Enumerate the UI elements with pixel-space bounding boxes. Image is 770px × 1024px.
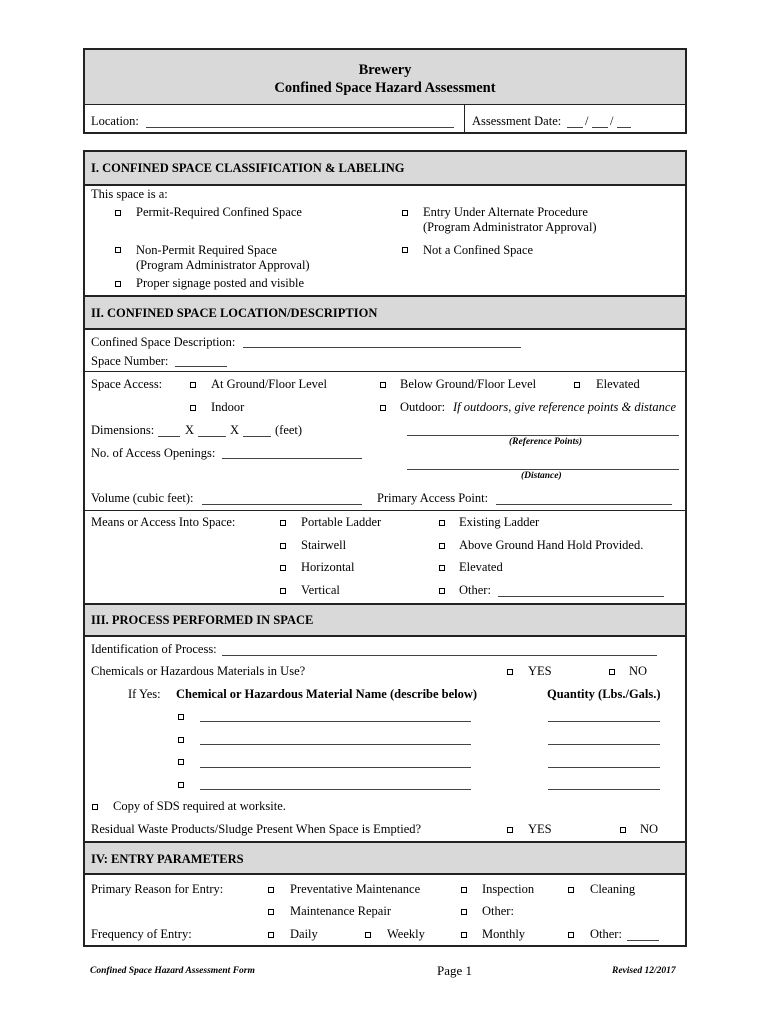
maintenance-repair-checkbox[interactable] [268,909,274,915]
residual-no-label: NO [640,822,659,836]
reason-other-label: Other: [482,904,514,918]
divider [85,328,685,330]
chemical-row-checkbox[interactable] [178,714,184,720]
volume-field[interactable] [202,504,362,505]
portable-ladder-label: Portable Ladder [301,515,382,529]
form-title-1: Brewery [358,62,412,78]
chemical-quantity-field[interactable] [548,767,660,768]
chemical-name-field[interactable] [200,744,471,745]
space-number-field[interactable] [175,366,227,367]
alternate-procedure-sublabel: (Program Administrator Approval) [423,220,597,234]
divider [85,104,685,105]
date-day-field[interactable] [592,127,608,128]
access-ground-label: At Ground/Floor Level [211,377,327,391]
divider [85,371,685,372]
stairwell-label: Stairwell [301,538,347,552]
chemical-name-field[interactable] [200,721,471,722]
space-is-label: This space is a: [91,187,168,201]
permit-required-label: Permit-Required Confined Space [136,205,302,219]
existing-ladder-checkbox[interactable] [439,520,445,526]
non-permit-sublabel: (Program Administrator Approval) [136,258,310,272]
chemical-row-checkbox[interactable] [178,759,184,765]
volume-label: Volume (cubic feet): [91,491,194,505]
divider [85,873,685,875]
means-other-label: Other: [459,583,491,597]
residual-yes-checkbox[interactable] [507,827,513,833]
distance-field[interactable] [407,469,679,470]
means-elevated-checkbox[interactable] [439,565,445,571]
hand-hold-label: Above Ground Hand Hold Provided. [459,538,644,552]
location-label: Location: [91,114,139,128]
frequency-other-field[interactable] [627,940,659,941]
vertical-checkbox[interactable] [280,588,286,594]
space-description-label: Confined Space Description: [91,335,236,349]
process-identification-field[interactable] [222,655,657,656]
access-indoor-checkbox[interactable] [190,405,196,411]
cleaning-label: Cleaning [590,882,636,896]
dimension-x: X [230,423,240,437]
frequency-other-label: Other: [590,927,622,941]
dimension-width-field[interactable] [198,436,226,437]
not-confined-checkbox[interactable] [402,247,408,253]
chemical-quantity-field[interactable] [548,789,660,790]
chemicals-no-checkbox[interactable] [609,669,615,675]
space-access-label: Space Access: [91,377,163,391]
monthly-checkbox[interactable] [461,932,467,938]
signage-label: Proper signage posted and visible [136,276,305,290]
weekly-checkbox[interactable] [365,932,371,938]
date-separator: / [610,114,614,128]
non-permit-checkbox[interactable] [115,247,121,253]
existing-ladder-label: Existing Ladder [459,515,540,529]
access-below-label: Below Ground/Floor Level [400,377,537,391]
access-indoor-label: Indoor [211,400,245,414]
section-2-title: II. CONFINED SPACE LOCATION/DESCRIPTION [91,306,378,320]
location-field[interactable] [146,127,454,128]
date-year-field[interactable] [617,127,631,128]
access-outdoor-label: Outdoor: [400,400,446,414]
weekly-label: Weekly [387,927,425,941]
residual-yes-label: YES [528,822,552,836]
footer-form-name: Confined Space Hazard Assessment Form [90,966,255,976]
portable-ladder-checkbox[interactable] [280,520,286,526]
access-ground-checkbox[interactable] [190,382,196,388]
chemical-name-field[interactable] [200,789,471,790]
dimension-x: X [185,423,195,437]
means-elevated-label: Elevated [459,560,503,574]
section-4-title: IV: ENTRY PARAMETERS [91,852,244,866]
residual-waste-label: Residual Waste Products/Sludge Present When Space is Emptied? [91,822,422,836]
horizontal-label: Horizontal [301,560,355,574]
footer-page-number: Page 1 [437,963,473,978]
chemicals-no-label: NO [629,664,648,678]
date-separator: / [585,114,589,128]
if-yes-label: If Yes: [128,687,161,701]
access-below-checkbox[interactable] [380,382,386,388]
stairwell-checkbox[interactable] [280,543,286,549]
monthly-label: Monthly [482,927,526,941]
access-openings-field[interactable] [222,458,362,459]
assessment-date-label: Assessment Date: [472,114,562,128]
chemical-quantity-field[interactable] [548,744,660,745]
form-title-2: Confined Space Hazard Assessment [274,80,496,96]
reason-other-checkbox[interactable] [461,909,467,915]
access-outdoor-checkbox[interactable] [380,405,386,411]
hand-hold-checkbox[interactable] [439,543,445,549]
chemicals-yes-label: YES [528,664,552,678]
chemicals-in-use-label: Chemicals or Hazardous Materials in Use? [91,664,306,678]
non-permit-label: Non-Permit Required Space [136,243,277,257]
divider [85,635,685,637]
inspection-label: Inspection [482,882,535,896]
section-3-title: III. PROCESS PERFORMED IN SPACE [91,613,314,627]
signage-checkbox[interactable] [115,281,121,287]
chemical-row-checkbox[interactable] [178,782,184,788]
preventative-maintenance-label: Preventative Maintenance [290,882,421,896]
space-description-field[interactable] [243,347,521,348]
horizontal-checkbox[interactable] [280,565,286,571]
alternate-procedure-checkbox[interactable] [402,210,408,216]
chemical-row-checkbox[interactable] [178,737,184,743]
daily-checkbox[interactable] [268,932,274,938]
dimension-height-field[interactable] [243,436,271,437]
header-box [83,48,687,134]
divider [85,184,685,186]
dimensions-label: Dimensions: [91,423,155,437]
frequency-other-checkbox[interactable] [568,932,574,938]
chemical-name-header: Chemical or Hazardous Material Name (describe below) [176,687,478,701]
chemicals-yes-checkbox[interactable] [507,669,513,675]
daily-label: Daily [290,927,318,941]
means-other-field[interactable] [498,596,664,597]
inspection-checkbox[interactable] [461,887,467,893]
space-number-label: Space Number: [91,354,169,368]
access-elevated-checkbox[interactable] [574,382,580,388]
not-confined-label: Not a Confined Space [423,243,534,257]
sds-label: Copy of SDS required at worksite. [113,799,286,813]
alternate-procedure-label: Entry Under Alternate Procedure [423,205,588,219]
footer-revision: Revised 12/2017 [612,966,676,976]
access-openings-label: No. of Access Openings: [91,446,216,460]
outdoor-note: If outdoors, give reference points & distance [453,400,676,414]
sds-checkbox[interactable] [92,804,98,810]
dimension-unit: (feet) [275,423,303,437]
date-month-field[interactable] [567,127,583,128]
dimension-length-field[interactable] [158,436,180,437]
preventative-maintenance-checkbox[interactable] [268,887,274,893]
process-identification-label: Identification of Process: [91,642,217,656]
vertical-label: Vertical [301,583,340,597]
reference-points-caption: (Reference Points) [509,437,583,447]
reference-points-field[interactable] [407,435,679,436]
primary-access-label: Primary Access Point: [377,491,489,505]
access-elevated-label: Elevated [596,377,640,391]
primary-access-field[interactable] [496,504,672,505]
section-1-title: I. CONFINED SPACE CLASSIFICATION & LABELING [91,161,405,175]
entry-reason-label: Primary Reason for Entry: [91,882,224,896]
maintenance-repair-label: Maintenance Repair [290,904,391,918]
residual-no-checkbox[interactable] [620,827,626,833]
entry-frequency-label: Frequency of Entry: [91,927,192,941]
divider [464,104,465,132]
quantity-header: Quantity (Lbs./Gals.) [547,687,661,701]
chemical-quantity-field[interactable] [548,721,660,722]
cleaning-checkbox[interactable] [568,887,574,893]
chemical-name-field[interactable] [200,767,471,768]
means-access-label: Means or Access Into Space: [91,515,236,529]
distance-caption: (Distance) [521,471,562,481]
means-other-checkbox[interactable] [439,588,445,594]
divider [85,510,685,511]
permit-required-checkbox[interactable] [115,210,121,216]
